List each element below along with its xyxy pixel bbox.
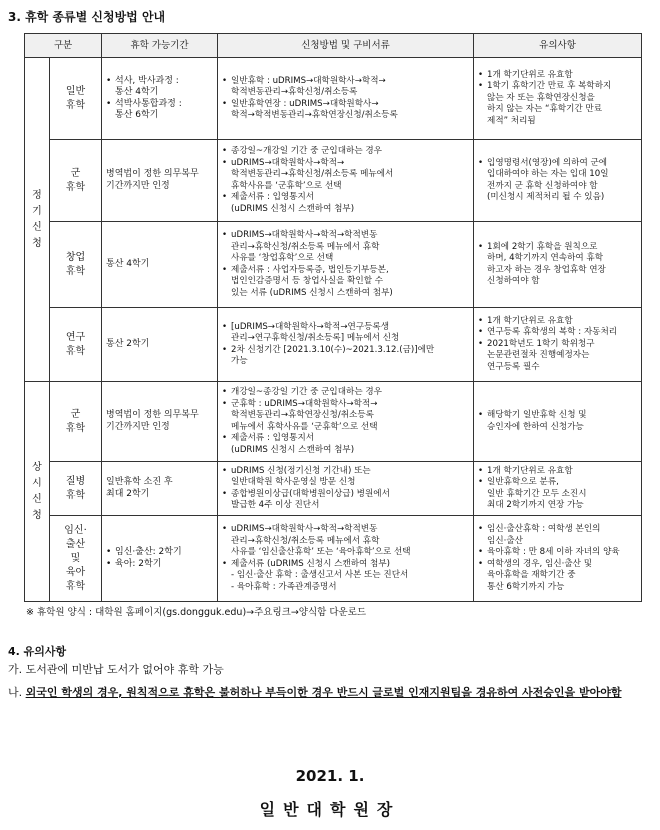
list-item: • 1개 학기단위로 유효함	[478, 70, 637, 82]
table-row	[25, 222, 642, 308]
table-row	[25, 382, 642, 462]
notice-item-a: 가. 도서관에 미반납 도서가 없어야 휴학 가능	[8, 663, 224, 676]
issuer-signature: 일반대학원장	[259, 800, 401, 819]
list-item: • 임신·출산휴학 : 여학생 본인의 임신·출산	[478, 524, 637, 547]
category-cell: 군 휴학	[50, 140, 102, 222]
list-item: • 군휴학 : uDRIMS→대학원학사→학적→ 학적변동관리→휴학연장신청/취소등록 메뉴에서 휴학사유를 ‘군휴학’으로 선택	[222, 399, 469, 434]
list-item: • 1개 학기단위로 유효함	[478, 316, 637, 328]
document-date: 2021. 1.	[295, 767, 365, 785]
notes-list	[478, 70, 637, 128]
notice-item-b	[8, 684, 656, 702]
notes-cell	[474, 308, 642, 382]
list-item: • 제출서류 : 입영통지서 (uDRIMS 신청시 스캔하여 첨부)	[222, 433, 469, 456]
table-row	[25, 140, 642, 222]
list-item: • 일반휴학으로 분류, 일반 휴학기간 모두 소진시 최대 2학기까지 연장 가능	[478, 477, 637, 512]
table-header-row	[25, 34, 642, 58]
list-item: • 제출서류 (uDRIMS 신청시 스캔하여 첨부)	[222, 559, 469, 571]
header-method: 신청방법 및 구비서류	[218, 34, 474, 58]
notes-cell	[474, 58, 642, 140]
notes-list	[478, 524, 637, 593]
category-cell: 연구 휴학	[50, 308, 102, 382]
method-list	[222, 466, 469, 512]
notice-item-b-prefix: 나.	[8, 686, 26, 699]
list-item: • 육아휴학 : 만 8세 이하 자녀의 양육	[478, 547, 637, 559]
list-item: • 1개 학기단위로 유효함	[478, 466, 637, 478]
notes-list	[478, 316, 637, 374]
category-cell: 군 휴학	[50, 382, 102, 462]
list-item: • 여학생의 경우, 임신·출산 및 육아휴학을 재학기간 중 통산 6학기까지 가능	[478, 559, 637, 594]
period-cell	[102, 58, 218, 140]
notes-cell	[474, 516, 642, 602]
list-item: • 2차 신청기간 [2021.3.10(수)~2021.3.12.(금)]에만 가능	[222, 345, 469, 368]
list-item: • 종합병원이상급(대학병원이상급) 병원에서 발급한 4주 이상 진단서	[222, 489, 469, 512]
header-period: 휴학 가능기간	[102, 34, 218, 58]
list-item: • uDRIMS 신청(정기신청 기간내) 또는 일반대학원 학사운영실 방문 신청	[222, 466, 469, 489]
period-list	[106, 547, 213, 570]
list-item: • uDRIMS→대학원학사→학적→학적변동 관리→휴학신청/취소등록 메뉴에서 휴학 사유를 ‘임신출산휴학’ 또는 ‘육아휴학’으로 선택	[222, 524, 469, 559]
list-item: • 종강일~개강일 기간 중 군입대하는 경우	[222, 146, 469, 158]
method-cell	[218, 382, 474, 462]
list-subitem: - 임신·출산 휴학 : 출생신고서 사본 또는 진단서	[231, 570, 409, 580]
list-item: • 2021학년도 1학기 학위청구 논문관련절차 진행예정자는 연구등록 필수	[478, 339, 637, 374]
list-item: • 일반휴학 : uDRIMS→대학원학사→학적→ 학적변동관리→휴학신청/취소등록	[222, 76, 469, 99]
method-cell	[218, 58, 474, 140]
method-list	[222, 387, 469, 456]
period-cell: 병역법이 정한 의무복무 기간까지만 인정	[102, 382, 218, 462]
list-item: • 해당학기 일반휴학 신청 및 승인자에 한하여 신청가능	[478, 410, 637, 433]
method-list	[222, 322, 469, 368]
method-list	[222, 76, 469, 122]
list-item: • 임신·출산: 2학기	[106, 547, 213, 559]
footnote: ※ 휴학원 양식 : 대학원 홈페이지(gs.dongguk.edu)→주요링크→양식함 다운로드	[26, 607, 367, 618]
section-4-title: 4. 유의사항	[8, 645, 67, 658]
notes-list	[478, 410, 637, 433]
table-row	[25, 462, 642, 516]
period-cell: 병역법이 정한 의무복무 기간까지만 인정	[102, 140, 218, 222]
category-cell: 질병 휴학	[50, 462, 102, 516]
period-cell	[102, 516, 218, 602]
list-item: • 석사, 박사과정 : 통산 4학기	[106, 76, 213, 99]
notice-item-b-emphasis: 외국인 학생의 경우, 원칙적으로 휴학은 불허하나 부득이한 경우 반드시 글로벌 인재지원팀을 경유하여 사전승인을 받아야함	[25, 686, 622, 699]
category-cell: 임신· 출산 및 육아 휴학	[50, 516, 102, 602]
list-item: • 연구등록 휴학생의 복학 : 자동처리	[478, 327, 637, 339]
list-item: • 석박사통합과정 : 통산 6학기	[106, 99, 213, 122]
group-label-cell: 상 시 신 청	[25, 382, 50, 602]
period-list	[106, 76, 213, 122]
header-notes: 유의사항	[474, 34, 642, 58]
method-list	[222, 146, 469, 215]
period-cell: 통산 4학기	[102, 222, 218, 308]
list-item: • 제출서류 : 입영통지서 (uDRIMS 신청시 스캔하여 첨부)	[222, 192, 469, 215]
notes-list	[478, 466, 637, 512]
method-cell	[218, 222, 474, 308]
list-item: • uDRIMS→대학원학사→학적→학적변동 관리→휴학신청/취소등록 메뉴에서 휴학 사유를 ‘창업휴학’으로 선택	[222, 230, 469, 265]
list-item: • 육아: 2학기	[106, 559, 213, 571]
list-item: • 1회에 2학기 휴학을 원칙으로 하며, 4학기까지 연속하여 휴학 하고자 하는 경우 창업휴학 연장 신청하여야 함	[478, 242, 637, 288]
leave-types-table	[24, 33, 642, 602]
method-list	[222, 524, 469, 593]
list-item: • 입영명령서(영장)에 의하여 군에 입대하여야 하는 자는 입대 10일 전까지 군 휴학 신청하여야 함 (미신청시 제적처리 될 수 있음)	[478, 158, 637, 204]
notes-cell	[474, 462, 642, 516]
method-cell	[218, 308, 474, 382]
list-item: • 개강일~종강일 기간 중 군입대하는 경우	[222, 387, 469, 399]
list-item: • uDRIMS→대학원학사→학적→ 학적변동관리→휴학신청/취소등록 메뉴에서 휴학사유를 ‘군휴학’으로 선택	[222, 158, 469, 193]
notes-list	[478, 242, 637, 288]
notes-cell	[474, 140, 642, 222]
list-item: • 일반휴학연장 : uDRIMS→대학원학사→ 학적→학적변동관리→휴학연장신청/취소등록	[222, 99, 469, 122]
table-row	[25, 308, 642, 382]
category-cell: 일반 휴학	[50, 58, 102, 140]
notes-cell	[474, 222, 642, 308]
notes-list	[478, 158, 637, 204]
list-subitem: - 육아휴학 : 가족관계증명서	[231, 581, 337, 592]
method-cell	[218, 140, 474, 222]
group-label-cell: 정 기 신 청	[25, 58, 50, 382]
method-cell	[218, 462, 474, 516]
category-cell: 창업 휴학	[50, 222, 102, 308]
notes-cell	[474, 382, 642, 462]
method-cell	[218, 516, 474, 602]
list-item: • [uDRIMS→대학원학사→학적→연구등록생 관리→연구휴학신청/취소등록] 메뉴에서 신청	[222, 322, 469, 345]
list-item: • 제출서류 : 사업자등록증, 법인등기부등본, 법인인감증명서 등 창업사실을 확인할 수 있는 서류 (uDRIMS 신청시 스캔하여 첨부)	[222, 265, 469, 300]
list-item: • 1학기 휴학기간 만료 후 복학하지 않는 자 또는 휴학연장신청을 하지 않는 자는 “휴학기간 만료 제적” 처리됨	[478, 81, 637, 127]
section-3-title: 3. 휴학 종류별 신청방법 안내	[8, 10, 166, 24]
table-row	[25, 58, 642, 140]
method-list	[222, 230, 469, 299]
table-row	[25, 516, 642, 602]
header-category: 구분	[25, 34, 102, 58]
period-cell: 통산 2학기	[102, 308, 218, 382]
period-cell: 일반휴학 소진 후 최대 2학기	[102, 462, 218, 516]
